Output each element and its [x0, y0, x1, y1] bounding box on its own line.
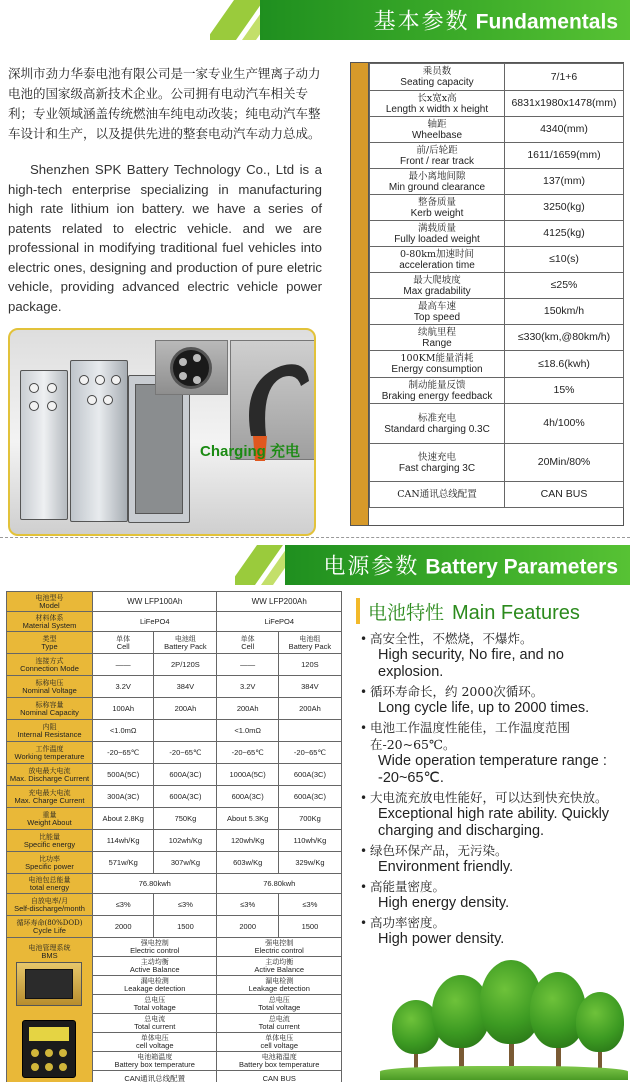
fundamentals-grid: [369, 63, 624, 508]
type-cell: 电池组 Battery Pack: [278, 632, 341, 654]
value-cell: 200Ah: [154, 698, 217, 720]
value-cell: 100Ah: [93, 698, 154, 720]
value-cell: 2P/120S: [154, 654, 217, 676]
spec-label: 前/后轮距 Front / rear track: [370, 143, 505, 169]
table-row: [7, 916, 342, 938]
spec-value: CAN BUS: [505, 482, 624, 508]
value-cell: <1.0mΩ: [93, 720, 154, 742]
bms-function: 总电压 Total voltage: [217, 995, 341, 1014]
table-row: [7, 632, 342, 654]
value-cell: -20~65℃: [278, 742, 341, 764]
feature-cn: 高能量密度。: [370, 879, 446, 894]
total-energy-b: 76.80kwh: [217, 874, 342, 894]
table-row: [7, 852, 342, 874]
value-cell: 600A(3C): [154, 786, 217, 808]
value-cell: [278, 720, 341, 742]
battery-banner: [235, 545, 630, 585]
total-energy-a: 76.80kwh: [93, 874, 217, 894]
spec-label: 最小离地间隙 Min ground clearance: [370, 169, 505, 195]
value-cell: About 5.3Kg: [217, 808, 278, 830]
spec-value: 4125(kg): [505, 221, 624, 247]
section-divider: [0, 537, 630, 538]
value-cell: 110wh/Kg: [278, 830, 341, 852]
value-cell: 600A(3C): [154, 764, 217, 786]
table-row: [7, 592, 342, 612]
row-label: 工作温度 Working temperature: [7, 742, 93, 764]
bms-label: 电池管理系统 BMS: [7, 938, 93, 1082]
type-cell: 单体 Cell: [93, 632, 154, 654]
value-cell: 329w/Kg: [278, 852, 341, 874]
fundamentals-title-en: Fundamentals: [475, 10, 618, 34]
material-b: LiFePO4: [217, 612, 342, 632]
table-row: [370, 444, 624, 482]
spec-value: ≤330(km,@80km/h): [505, 325, 624, 351]
value-cell: 2000: [217, 916, 278, 938]
fundamentals-banner: [210, 0, 630, 40]
spec-label: 轴距 Wheelbase: [370, 117, 505, 143]
spec-value: 6831x1980x1478(mm): [505, 91, 624, 117]
spec-value: 7/1+6: [505, 64, 624, 91]
table-row: [370, 91, 624, 117]
battery-parameters-table: [6, 591, 342, 1082]
table-row: [7, 808, 342, 830]
spec-label: 标准充电 Standard charging 0.3C: [370, 404, 505, 444]
feature-cn: 循环寿命长，约 2000次循环。: [370, 684, 544, 699]
spec-label: 快速充电 Fast charging 3C: [370, 444, 505, 482]
charging-label: Charging 充电: [200, 443, 300, 460]
feature-item: [360, 842, 622, 876]
table-row: [370, 221, 624, 247]
spec-value: ≤25%: [505, 273, 624, 299]
value-cell: 600A(3C): [278, 786, 341, 808]
row-label: 连接方式 Connection Mode: [7, 654, 93, 676]
feature-item: [360, 683, 622, 717]
table-row: [370, 195, 624, 221]
row-label: 比能量 Specific energy: [7, 830, 93, 852]
table-row: [7, 764, 342, 786]
table-row: [7, 720, 342, 742]
spec-value: 1611/1659(mm): [505, 143, 624, 169]
intro-chinese: 深圳市劲力华泰电池有限公司是一家专业生产锂离子动力电池的国家级高新技术企业。公司拥有电动汽车相关专利；专业领域涵盖传统燃油车纯电动改装；纯电动汽车整车设计和生产，以及提供先进的整套电动汽车动力总成。: [8, 66, 321, 141]
spec-label: 续航里程 Range: [370, 325, 505, 351]
bullet-icon: •: [360, 880, 368, 894]
feature-item: [360, 630, 622, 681]
table-row: [7, 742, 342, 764]
spec-value: 20Min/80%: [505, 444, 624, 482]
row-label: 电池型号 Model: [7, 592, 93, 612]
spec-label: 满载质量 Fully loaded weight: [370, 221, 505, 247]
value-cell: 1500: [154, 916, 217, 938]
value-cell: 120S: [278, 654, 341, 676]
main-features-list: [360, 630, 622, 950]
value-cell: ≤3%: [93, 894, 154, 916]
table-row: [7, 894, 342, 916]
value-cell: 600A(3C): [217, 786, 278, 808]
value-cell: 600A(3C): [278, 764, 341, 786]
feature-en: High power density.: [378, 931, 505, 947]
feature-item: [360, 719, 622, 787]
bms-function: 单体电压 cell voltage: [93, 1033, 216, 1052]
feature-item: [360, 914, 622, 948]
bms-function: 单体电压 cell voltage: [217, 1033, 341, 1052]
row-label: 标称电压 Nominal Voltage: [7, 676, 93, 698]
fundamentals-title-cn: 基本参数: [373, 9, 470, 35]
material-a: LiFePO4: [93, 612, 217, 632]
row-label: 内阻 Internal Resistance: [7, 720, 93, 742]
value-cell: 384V: [154, 676, 217, 698]
bms-function: 总电流 Total current: [93, 1014, 216, 1033]
value-cell: -20~65℃: [93, 742, 154, 764]
model-b: WW LFP200Ah: [217, 592, 342, 612]
table-row: [370, 378, 624, 404]
bms-function: 电池箱温度 Battery box temperature: [217, 1052, 341, 1071]
cabinet-middle: [70, 360, 128, 522]
feature-cn: 电池工作温度性能佳，工作温度范围在-20~65℃。: [370, 720, 571, 752]
spec-label: 整备质量 Kerb weight: [370, 195, 505, 221]
row-label: 循环寿命(80%DOD) Cycle Life: [7, 916, 93, 938]
value-cell: ≤3%: [278, 894, 341, 916]
bullet-icon: •: [360, 916, 368, 930]
fundamentals-table: [350, 62, 624, 526]
value-cell: 120wh/Kg: [217, 830, 278, 852]
row-label: 比功率 Specific power: [7, 852, 93, 874]
value-cell: 571w/Kg: [93, 852, 154, 874]
table-row: [370, 351, 624, 378]
spec-label: 长x宽x高 Length x width x height: [370, 91, 505, 117]
spec-label: 0-80km加速时间 acceleration time: [370, 247, 505, 273]
feature-en: Environment friendly.: [378, 859, 514, 875]
bms-functions-b: [217, 938, 342, 1082]
bms-functions-a: [93, 938, 217, 1082]
value-cell: [154, 720, 217, 742]
table-row: [7, 874, 342, 894]
row-label: 标称容量 Nominal Capacity: [7, 698, 93, 720]
table-row: [7, 698, 342, 720]
table-row: [7, 830, 342, 852]
value-cell: 200Ah: [278, 698, 341, 720]
cabinet-left: [20, 370, 68, 520]
value-cell: 307w/Kg: [154, 852, 217, 874]
feature-cn: 绿色环保产品，无污染。: [370, 843, 508, 858]
value-cell: ≤3%: [154, 894, 217, 916]
type-cell: 电池组 Battery Pack: [154, 632, 217, 654]
battery-title-en: Battery Parameters: [425, 555, 618, 579]
row-label: 重量 Weight About: [7, 808, 93, 830]
table-row: [370, 169, 624, 195]
spec-label: 制动能量反馈 Braking energy feedback: [370, 378, 505, 404]
row-label: 放电最大电流 Max. Discharge Current: [7, 764, 93, 786]
table-row: [7, 676, 342, 698]
value-cell: 114wh/Kg: [93, 830, 154, 852]
bms-function: 总电压 Total voltage: [93, 995, 216, 1014]
table-row: [7, 786, 342, 808]
table-row: [7, 938, 342, 1082]
value-cell: 2000: [93, 916, 154, 938]
row-label: 充电最大电流 Max. Charge Current: [7, 786, 93, 808]
spec-value: 137(mm): [505, 169, 624, 195]
value-cell: About 2.8Kg: [93, 808, 154, 830]
value-cell: <1.0mΩ: [217, 720, 278, 742]
type-cell: 单体 Cell: [217, 632, 278, 654]
table-row: [370, 117, 624, 143]
bms-function: 漏电检测 Leakage detection: [93, 976, 216, 995]
spec-value: ≤10(s): [505, 247, 624, 273]
feature-cn: 高安全性，不燃烧，不爆炸。: [370, 631, 533, 646]
value-cell: -20~65℃: [154, 742, 217, 764]
battery-title-cn: 电源参数: [323, 554, 420, 580]
table-row: [370, 247, 624, 273]
main-features-title-en: Main Features: [452, 602, 580, 624]
spec-label: 最高车速 Top speed: [370, 299, 505, 325]
intro-english: Shenzhen SPK Battery Technology Co., Ltd is a high-tech enterprise specializing in manufacturing high rate lithium ion battery. we have a series of patents related to electric vehicle. and we are professional in modifying traditional fuel vehicles into electric ones, designing and production of pure eletric vehicle, providing advanced electric vehicle power package.: [8, 162, 322, 314]
value-cell: 3.2V: [217, 676, 278, 698]
bms-function: 电池箱温度 Battery box temperature: [93, 1052, 216, 1071]
spec-value: 150km/h: [505, 299, 624, 325]
feature-item: [360, 878, 622, 912]
value-cell: 384V: [278, 676, 341, 698]
spec-value: ≤18.6(kwh): [505, 351, 624, 378]
table-row: [370, 273, 624, 299]
table-row: [370, 482, 624, 508]
feature-item: [360, 789, 622, 840]
spec-label: 最大爬坡度 Max gradability: [370, 273, 505, 299]
table-row: [7, 654, 342, 676]
cabinet-open: [128, 375, 190, 523]
feature-en: Wide operation temperature range : -20~65℃.: [378, 753, 607, 786]
spec-label: 100KM能量消耗 Energy consumption: [370, 351, 505, 378]
bullet-icon: •: [360, 721, 368, 735]
main-features-title-cn: 电池特性: [368, 602, 445, 624]
value-cell: 500A(5C): [93, 764, 154, 786]
table-row: [370, 299, 624, 325]
value-cell: 300A(3C): [93, 786, 154, 808]
value-cell: ——: [93, 654, 154, 676]
value-cell: -20~65℃: [217, 742, 278, 764]
table-accent-strip: [351, 63, 369, 525]
value-cell: 700Kg: [278, 808, 341, 830]
feature-en: High security, No fire, and no explosion.: [378, 647, 564, 680]
spec-label: CAN通讯总线配置: [370, 482, 505, 508]
feature-en: High energy density.: [378, 895, 510, 911]
bms-function: 总电流 Total current: [217, 1014, 341, 1033]
value-cell: 603w/Kg: [217, 852, 278, 874]
charging-photo: [8, 328, 316, 536]
row-label: 材料体系 Material System: [7, 612, 93, 632]
spec-value: 3250(kg): [505, 195, 624, 221]
main-features-title: [356, 598, 580, 624]
bms-function: 强电控制 Electric control: [93, 938, 216, 957]
spec-value: 4340(mm): [505, 117, 624, 143]
bms-function: 主动均衡 Active Balance: [217, 957, 341, 976]
row-label: 类型 Type: [7, 632, 93, 654]
value-cell: ≤3%: [217, 894, 278, 916]
feature-cn: 高功率密度。: [370, 915, 446, 930]
spec-value: 4h/100%: [505, 404, 624, 444]
spec-value: 15%: [505, 378, 624, 404]
charging-socket-icon: [155, 340, 228, 395]
bms-function: 强电控制 Electric control: [217, 938, 341, 957]
value-cell: ——: [217, 654, 278, 676]
value-cell: 3.2V: [93, 676, 154, 698]
row-label: 自放电率/月 Self-discharge/month: [7, 894, 93, 916]
bullet-icon: •: [360, 844, 368, 858]
table-row: [370, 143, 624, 169]
model-a: WW LFP100Ah: [93, 592, 217, 612]
bullet-icon: •: [360, 632, 368, 646]
table-row: [370, 64, 624, 91]
bms-can-config: CAN BUS: [262, 1074, 296, 1082]
row-label: 电池包总能量 total energy: [7, 874, 93, 894]
value-cell: 1500: [278, 916, 341, 938]
bms-function: 主动均衡 Active Balance: [93, 957, 216, 976]
value-cell: 102wh/Kg: [154, 830, 217, 852]
value-cell: 200Ah: [217, 698, 278, 720]
table-row: [370, 325, 624, 351]
feature-en: Long cycle life, up to 2000 times.: [378, 700, 590, 716]
bullet-icon: •: [360, 791, 368, 805]
value-cell: 750Kg: [154, 808, 217, 830]
bms-can-config: CAN通讯总线配置: [124, 1074, 186, 1082]
table-row: [7, 612, 342, 632]
value-cell: 1000A(5C): [217, 764, 278, 786]
table-row: [370, 404, 624, 444]
bullet-icon: •: [360, 685, 368, 699]
spec-label: 乘员数 Seating capacity: [370, 64, 505, 91]
bms-function: 漏电检测 Leakage detection: [217, 976, 341, 995]
trees-illustration: [380, 955, 628, 1080]
feature-cn: 大电流充放电性能好，可以达到快充快放。: [370, 790, 608, 805]
feature-en: Exceptional high rate ability. Quickly charging and discharging.: [378, 806, 610, 839]
bms-device-image: [14, 962, 86, 1082]
